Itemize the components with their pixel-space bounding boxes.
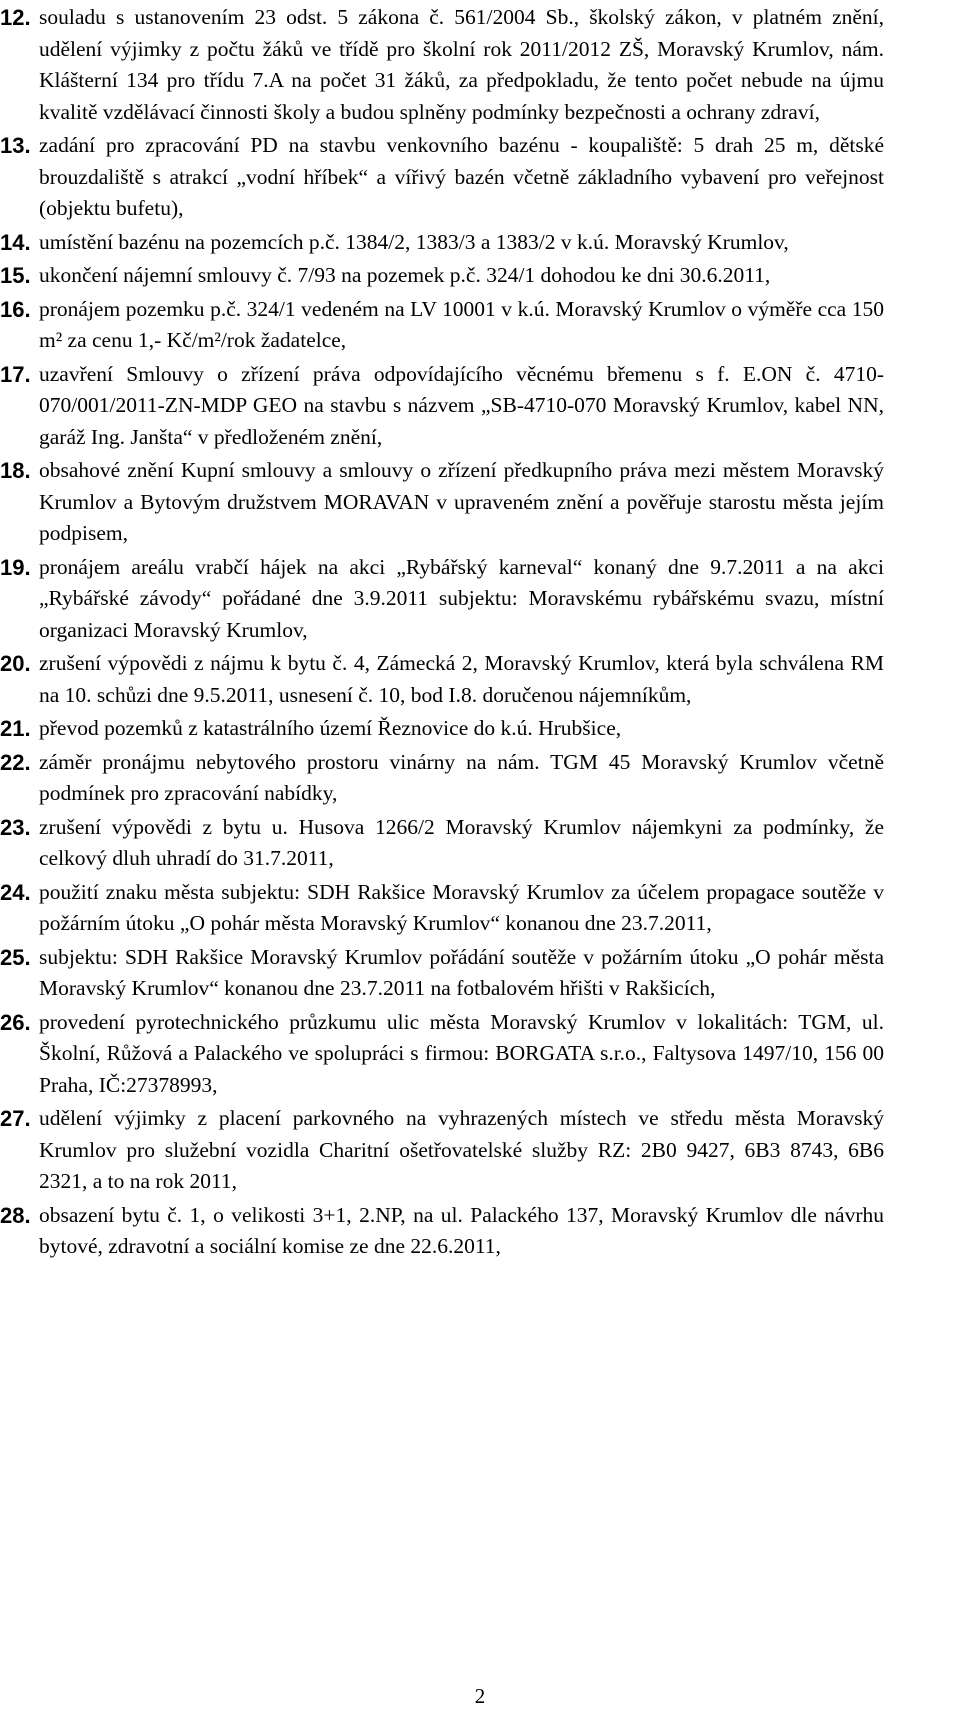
list-item <box>0 260 884 292</box>
item-text: pronájem areálu vrabčí hájek na akci „Rybářský karneval“ konaný dne 9.7.2011 a na akci „Rybářské závody“ pořádané dne 3.9.2011 subjektu: Moravskému rybářskému svazu, místní organizaci Moravský Krumlov, <box>39 554 884 642</box>
list-item <box>0 1103 884 1198</box>
list-item <box>0 2 884 128</box>
item-text: zrušení výpovědi z bytu u. Husova 1266/2 Moravský Krumlov nájemkyni za podmínky, že celkový dluh uhradí do 31.7.2011, <box>39 814 884 870</box>
item-number: 16. <box>0 296 31 322</box>
list-item <box>0 130 884 225</box>
item-number: 27. <box>0 1106 31 1131</box>
item-number: 14. <box>0 229 31 255</box>
list-item <box>0 1200 884 1263</box>
item-text: převod pozemků z katastrálního území Řeznovice do k.ú. Hrubšice, <box>39 716 622 740</box>
item-text: umístění bazénu na pozemcích p.č. 1384/2, 1383/3 a 1383/2 v k.ú. Moravský Krumlov, <box>39 229 789 254</box>
list-item <box>0 359 884 454</box>
item-text: obsazení bytu č. 1, o velikosti 3+1, 2.NP, na ul. Palackého 137, Moravský Krumlov dle návrhu bytové, zdravotní a sociální komise ze dne 22.6.2011, <box>39 1202 884 1258</box>
item-text: obsahové znění Kupní smlouvy a smlouvy o zřízení předkupního práva mezi městem Moravský Krumlov a Bytovým družstvem MORAVAN v upraveném znění a pověřuje starostu města jejím podpisem, <box>39 458 884 545</box>
item-number: 23. <box>0 814 31 840</box>
item-text: záměr pronájmu nebytového prostoru vinárny na nám. TGM 45 Moravský Krumlov včetně podmínek pro zpracování nabídky, <box>39 749 884 805</box>
item-text: uzavření Smlouvy o zřízení práva odpovídajícího věcnému břemenu s f. E.ON č. 4710-070/001/2011-ZN-MDP GEO na stavbu s názvem „SB-4710-070 Moravský Krumlov, kabel NN, garáž Ing. Janšta“ v předloženém znění, <box>39 361 884 449</box>
item-number: 12. <box>0 5 31 30</box>
item-number: 24. <box>0 879 31 905</box>
item-number: 25. <box>0 944 31 970</box>
list-item <box>0 713 884 745</box>
list-item <box>0 552 884 647</box>
item-number: 21. <box>0 716 31 741</box>
item-text: udělení výjimky z placení parkovného na vyhrazených místech ve středu města Moravský Krumlov pro služební vozidla Charitní ošetřovatelské služby RZ: 2B0 9427, 6B3 8743, 6B6 2321, a to na rok 2011, <box>39 1106 884 1193</box>
item-number: 15. <box>0 263 31 288</box>
item-text: použití znaku města subjektu: SDH Rakšice Moravský Krumlov za účelem propagace soutěže v požárním útoku „O pohár města Moravský Krumlov“ konanou dne 23.7.2011, <box>39 879 884 935</box>
item-number: 18. <box>0 458 31 483</box>
list-item <box>0 294 884 357</box>
page-number: 2 <box>474 1684 486 1708</box>
item-number: 26. <box>0 1009 31 1035</box>
list-item <box>0 812 884 875</box>
list-item <box>0 648 884 711</box>
item-text: subjektu: SDH Rakšice Moravský Krumlov pořádání soutěže v požárním útoku „O pohár města Moravský Krumlov“ konanou dne 23.7.2011 na fotbalovém hřišti v Rakšicích, <box>39 944 884 1000</box>
list-item <box>0 747 884 810</box>
item-number: 13. <box>0 133 31 158</box>
item-text: zrušení výpovědi z nájmu k bytu č. 4, Zámecká 2, Moravský Krumlov, která byla schválena RM na 10. schůzi dne 9.5.2011, usnesení č. 10, bod I.8. doručenou nájemníkům, <box>39 651 884 707</box>
item-text: pronájem pozemku p.č. 324/1 vedeném na LV 10001 v k.ú. Moravský Krumlov o výměře cca 150 m² za cenu 1,- Kč/m²/rok žadatelce, <box>39 296 884 352</box>
list-item <box>0 877 884 940</box>
item-number: 28. <box>0 1202 31 1228</box>
item-number: 22. <box>0 749 31 775</box>
list-item <box>0 1007 884 1102</box>
item-text: zadání pro zpracování PD na stavbu venkovního bazénu - koupaliště: 5 drah 25 m, dětské brouzdaliště s atrakcí „vodní hříbek“ a vířivý bazén včetně základního vybavení pro veřejnost (objektu bufetu), <box>39 133 884 220</box>
item-number: 20. <box>0 651 31 676</box>
item-text: souladu s ustanovením 23 odst. 5 zákona č. 561/2004 Sb., školský zákon, v platném znění, udělení výjimky z počtu žáků ve třídě pro školní rok 2011/2012 ZŠ, Moravský Krumlov, nám. Klášterní 134 pro třídu 7.A na počet 31 žáků, za předpokladu, že tento počet nebude na újmu kvalitě vzdělávací činnosti školy a budou splněny podmínky bezpečnosti a ochrany zdraví, <box>39 5 884 124</box>
item-number: 19. <box>0 554 31 580</box>
item-text: provedení pyrotechnického průzkumu ulic města Moravský Krumlov v lokalitách: TGM, ul. Školní, Růžová a Palackého ve spolupráci s firmou: BORGATA s.r.o., Faltysova 1497/10, 156 00 Praha, IČ:27378993, <box>39 1009 884 1097</box>
list-item <box>0 227 884 259</box>
item-number: 17. <box>0 361 31 387</box>
item-text: ukončení nájemní smlouvy č. 7/93 na pozemek p.č. 324/1 dohodou ke dni 30.6.2011, <box>39 263 771 287</box>
list-item <box>0 942 884 1005</box>
resolution-list <box>0 2 884 1265</box>
list-item <box>0 455 884 550</box>
